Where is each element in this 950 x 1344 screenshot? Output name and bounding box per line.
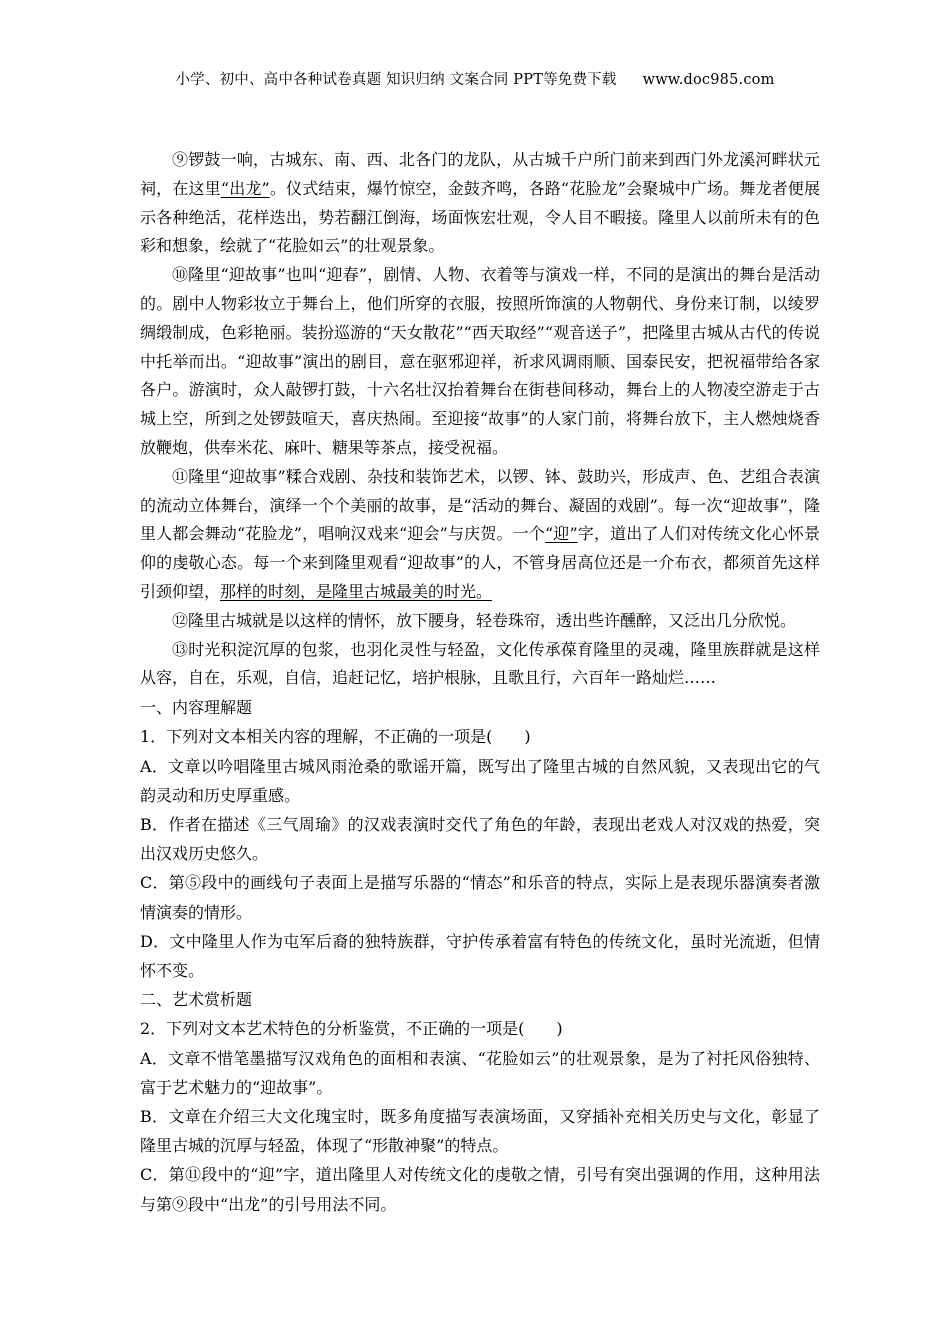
paragraph-9: ⑨锣鼓一响，古城东、南、西、北各门的龙队，从古城千户所门前来到西门外龙溪河畔状元祠，在这里“出龙”。仪式结束，爆竹惊空，金鼓齐鸣，各路“花脸龙”会聚城中广场。舞龙者便展示各种绝活，花样迭出，势若翻江倒海，场面恢宏壮观，令人目不暇接。隆里人以前所未有的色彩和想象，绘就了“花脸如云”的壮观景象。 <box>140 150 820 256</box>
paragraph-12: ⑫隆里古城就是以这样的情怀，放下腰身，轻卷珠帘，透出些许醺醉，又泛出几分欣悦。 <box>172 610 797 630</box>
paragraph-10: ⑩隆里“迎故事”也叫“迎春”，剧情、人物、衣着等与演戏一样，不同的是演出的舞台是活动的。剧中人物彩妆立于舞台上，他们所穿的衣服，按照所饰演的人物朝代、身份来订制，以绫罗绸缎制成，色彩艳丽。装扮巡游的“天女散花”“西天取经”“观音送子”，把隆里古城从古代的传说中托举而出。“迎故事”演出的剧目，意在驱邪迎祥，祈求风调雨顺、国泰民安，把祝福带给各家各户。游演时，众人敲锣打鼓，十六名壮汉抬着舞台在街巷间移动，舞台上的人物凌空游走于古城上空，所到之处锣鼓喧天，喜庆热闹。至迎接“故事”的人家门前，将舞台放下，主人燃烛烧香放鞭炮，供奉米花、麻叶、糖果等茶点，接受祝福。 <box>140 265 820 457</box>
question-2-option-c: C．第⑪段中的“迎”字，道出隆里人对传统文化的虔敬之情，引号有突出强调的作用，这种用法与第⑨段中“出龙”的引号用法不同。 <box>140 1165 820 1214</box>
underlined-ying: “迎” <box>544 524 578 544</box>
section-1-title: 一、内容理解题 <box>140 698 253 718</box>
document-body <box>140 146 820 1219</box>
question-1-stem: 1．下列对文本相关内容的理解，不正确的一项是( ) <box>140 727 531 747</box>
paragraph-13: ⑬时光积淀沉厚的包浆，也羽化灵性与轻盈，文化传承葆育隆里的灵魂，隆里族群就是这样从容，自在，乐观，自信，追赶记忆，培护根脉，且歌且行，六百年一路灿烂…… <box>140 639 820 688</box>
section-2-title: 二、艺术赏析题 <box>140 990 253 1010</box>
paragraph-11: ⑪隆里“迎故事”糅合戏剧、杂技和装饰艺术，以锣、钵、鼓助兴，形成声、色、艺组合表演的流动立体舞台，演绎一个个美丽的故事，是“活动的舞台、凝固的戏剧”。每一次“迎故事”，隆里人都会舞动“花脸龙”，唱响汉戏来“迎会”与庆贺。一个“迎”字，道出了人们对传统文化心怀景仰的虔敬心态。每一个来到隆里观看“迎故事”的人，不管身居高位还是一介布衣，都须首先这样引颈仰望，那样的时刻，是隆里古城最美的时光。 <box>140 466 820 601</box>
question-2-option-b: B．文章在介绍三大文化瑰宝时，既多角度描写表演场面，又穿插补充相关历史与文化，彰显了隆里古城的沉厚与轻盈，体现了“形散神聚”的特点。 <box>140 1106 820 1156</box>
question-1-option-a: A．文章以吟唱隆里古城风雨沧桑的歌谣开篇，既写出了隆里古城的自然风貌，又表现出它的气韵灵动和历史厚重感。 <box>140 756 820 805</box>
page-header <box>0 68 950 89</box>
question-1-option-d: D．文中隆里人作为屯军后裔的独特族群，守护传承着富有特色的传统文化，虽时光流逝，但情怀不变。 <box>140 931 820 980</box>
underlined-sentence: 那样的时刻，是隆里古城最美的时光。 <box>220 581 493 601</box>
question-2-option-a: A．文章不惜笔墨描写汉戏角色的面相和表演、“花脸如云”的壮观景象，是为了衬托风俗独特、富于艺术魅力的“迎故事”。 <box>140 1048 820 1097</box>
question-1-option-c: C．第⑤段中的画线句子表面上是描写乐器的“情态”和乐音的特点，实际上是表现乐器演奏者激情演奏的情形。 <box>140 873 820 922</box>
underlined-chulong: “出龙” <box>220 178 270 198</box>
header-site: www.doc985.com <box>642 72 775 88</box>
question-1-option-b: B．作者在描述《三气周瑜》的汉戏表演时交代了角色的年龄，表现出老戏人对汉戏的热爱，突出汉戏历史悠久。 <box>140 814 820 864</box>
question-2-stem: 2．下列对文本艺术特色的分析鉴赏，不正确的一项是( ) <box>140 1019 563 1039</box>
header-text: 小学、初中、高中各种试卷真题 知识归纳 文案合同 PPT等免费下载 <box>175 72 617 88</box>
